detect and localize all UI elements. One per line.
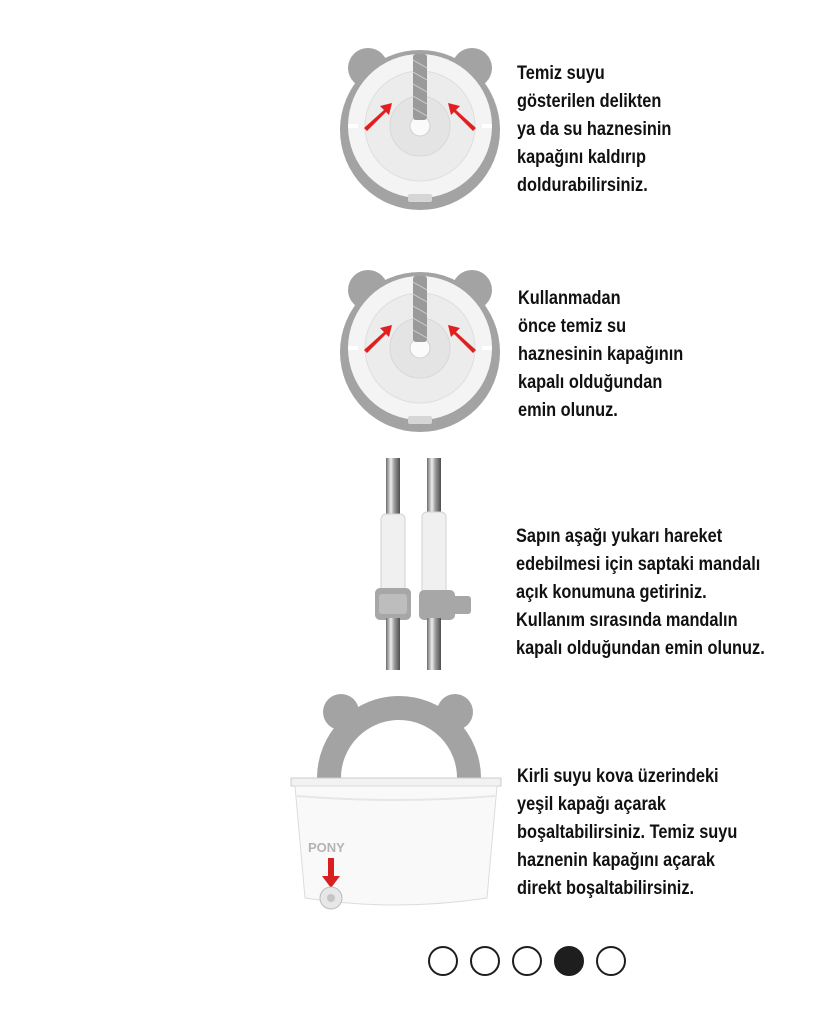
- step-2-line: Kullanmadan: [518, 288, 621, 309]
- step-4-line: haznenin kapağını açarak: [517, 850, 715, 871]
- step-2-line: önce temiz su: [518, 316, 627, 337]
- step-2-line: haznesinin kapağının: [518, 344, 684, 365]
- step-1-line: doldurabilirsiniz.: [517, 175, 648, 196]
- step-3-line: açık konumuna getiriniz.: [516, 582, 707, 603]
- brand-label: PONY: [308, 840, 345, 855]
- carousel-dot-5[interactable]: [596, 946, 626, 976]
- step-4-line: yeşil kapağı açarak: [517, 794, 666, 815]
- step-4-line: Kirli suyu kova üzerindeki: [517, 766, 719, 787]
- step-2-line: emin olunuz.: [518, 400, 618, 421]
- step-3-image: [355, 458, 475, 670]
- step-1-line: gösterilen delikten: [517, 91, 662, 112]
- step-3-text: [516, 523, 765, 663]
- step-3-line: kapalı olduğundan emin olunuz.: [516, 638, 765, 659]
- step-4-line: boşaltabilirsiniz. Temiz suyu: [517, 822, 738, 843]
- step-1-line: Temiz suyu: [517, 63, 605, 84]
- step-4-text: [517, 763, 737, 903]
- carousel-dot-3[interactable]: [512, 946, 542, 976]
- step-3-line: Kullanım sırasında mandalın: [516, 610, 738, 631]
- step-1-image: [340, 40, 500, 215]
- carousel-dot-2[interactable]: [470, 946, 500, 976]
- step-2-text: [518, 285, 683, 425]
- carousel-pagination: [428, 946, 626, 976]
- step-4-image: [283, 690, 508, 918]
- carousel-dot-4[interactable]: [554, 946, 584, 976]
- step-1-line: kapağını kaldırıp: [517, 147, 646, 168]
- carousel-dot-1[interactable]: [428, 946, 458, 976]
- step-3-line: Sapın aşağı yukarı hareket: [516, 526, 723, 547]
- step-2-image: [340, 262, 500, 437]
- step-2-line: kapalı olduğundan: [518, 372, 663, 393]
- step-4-line: direkt boşaltabilirsiniz.: [517, 878, 695, 899]
- step-1-line: ya da su haznesinin: [517, 119, 672, 140]
- step-3-line: edebilmesi için saptaki mandalı: [516, 554, 761, 575]
- step-1-text: [517, 60, 671, 200]
